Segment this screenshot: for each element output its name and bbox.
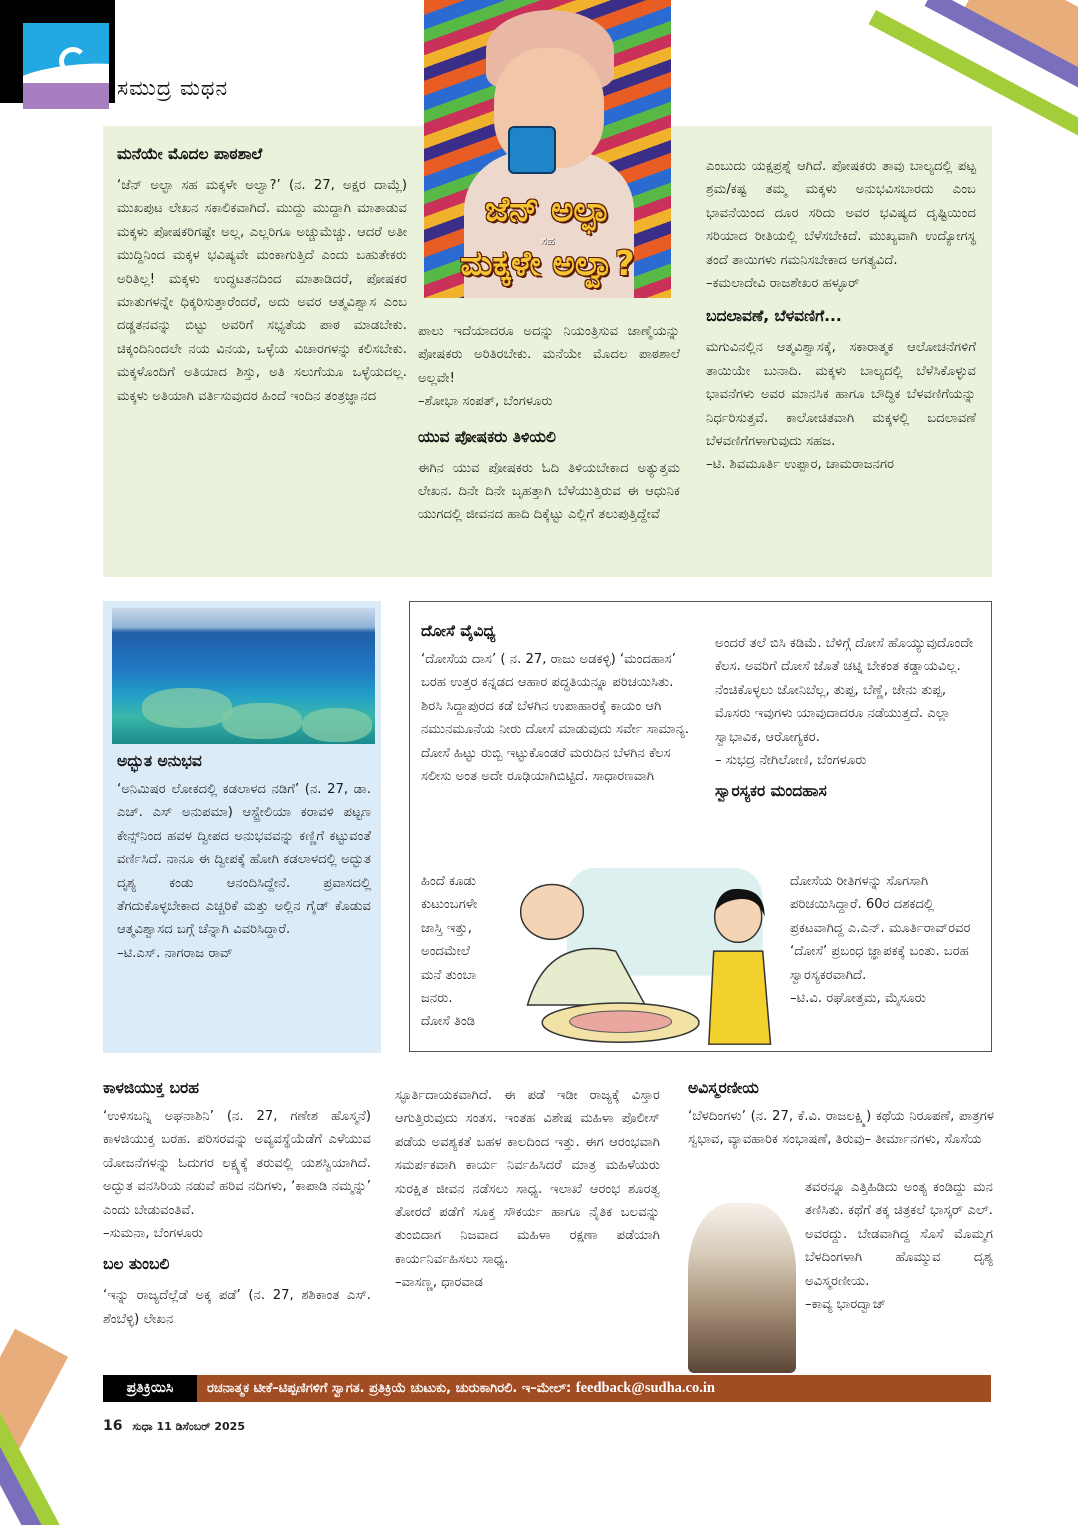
letter-body: ಎಂಬುದು ಯಕ್ಷಪ್ರಶ್ನೆ ಆಗಿದೆ. ಪೋಷಕರು ತಾವು ಬಾಲ್ಯದಲ್ಲಿ ಪಟ್ಟ ಶ್ರಮ/ಕಷ್ಟ ತಮ್ಮ ಮಕ್ಕಳು ಅನುಭವಿಸಬಾರದು ಎಂಬ ಭಾವನೆಯಿಂದ ದೂರ ಸರಿದು ಅವರ ಭವಿಷ್ಯದ ದೃಷ್ಟಿಯಿಂದ ಸರಿಯಾದ ರೀತಿಯಲ್ಲಿ ಬೆಳೆಸಬೇಕಿದೆ. ಮುಖ್ಯವಾಗಿ ಉದ್ಯೋಗಸ್ಥ ತಂದೆ ತಾಯಿಗಳು ಗಮನಿಸಬೇಕಾದ ಅಗತ್ಯವಿದೆ. bbox=[706, 159, 976, 268]
letter-body: ಅಂದರೆ ತಲೆ ಬಿಸಿ ಕಡಿಮೆ. ಬೆಳಿಗ್ಗೆ ದೋಸೆ ಹೊಯ್ಯುವುದೊಂದೇ ಕೆಲಸ. ಅವರಿಗೆ ದೋಸೆ ಜೊತೆ ಚಟ್ನಿ ಬೇಕಂತ ಕಡ್ಡಾಯವಿಲ್ಲ. ನೆಂಚಿಕೊಳ್ಳಲು ಜೋನಿಬೆಲ್ಲ, ತುಪ್ಪ, ಬೆಣ್ಣೆ, ಜೇನು ತುಪ್ಪ, ಮೊಸರು ಇವುಗಳು ಯಾವುದಾದರೂ ನಡೆಯುತ್ತದೆ. ಎಲ್ಲಾ ಸ್ವಾಭಾವಿಕ, ಆರೋಗ್ಯಕರ. bbox=[715, 636, 974, 745]
feedback-label: ಪ್ರತಿಕ್ರಿಯಿಸಿ bbox=[103, 1375, 197, 1402]
letter-young-parents-cont bbox=[706, 155, 976, 477]
reef-shape bbox=[302, 708, 372, 742]
feedback-bar bbox=[103, 1375, 991, 1402]
cover-title-line1: ಜೆನ್ ಅಲ್ಫಾ bbox=[484, 190, 611, 230]
cover-image bbox=[424, 0, 671, 298]
narrow-line: ಕುಟುಂಬಗಳೇ bbox=[421, 897, 478, 913]
letter-heading: ಅದ್ಭುತ ಅನುಭವ bbox=[117, 752, 202, 770]
letter-signature: – ಸುಭದ್ರ ನೇಗಿಲೋಣಿ, ಬೆಂಗಳೂರು bbox=[715, 753, 867, 769]
narrow-line: ಮನೆ ತುಂಬಾ bbox=[421, 967, 477, 983]
letter-heading: ಅವಿಸ್ಮರಣೀಯ bbox=[688, 1079, 759, 1097]
letter-home-school-cont bbox=[418, 320, 680, 527]
woman-saree bbox=[709, 951, 771, 1044]
letter-signature: –ಟಿ.ಎಸ್. ನಾಗರಾಜ ರಾವ್ bbox=[117, 945, 233, 961]
letter-heading: ಮನೆಯೇ ಮೊದಲ ಪಾಠಶಾಲೆ bbox=[117, 145, 263, 163]
feedback-email-link[interactable]: feedback@sudha.co.in bbox=[575, 1380, 715, 1396]
narrow-line: ಅಂದಮೇಲೆ bbox=[421, 944, 470, 960]
coral-reef-photo bbox=[112, 608, 375, 744]
narrow-line: ಹಿಂದೆ ಕೂಡು bbox=[421, 874, 477, 889]
letter-body: ಈಗಿನ ಯುವ ಪೋಷಕರು ಓದಿ ತಿಳಿಯಬೇಕಾದ ಅತ್ಯುತ್ತಮ ಲೇಖನ. ದಿನೇ ದಿನೇ ಬೃಹತ್ತಾಗಿ ಬೆಳೆಯುತ್ತಿರುವ ಈ ಆಧುನಿಕ ಯುಗದಲ್ಲಿ ಜೀವನದ ಹಾದಿ ದಿಕ್ಕೆಟ್ಟು ಎಲ್ಲಿಗೆ ತಲುಪುತ್ತಿದ್ದೇವೆ bbox=[418, 460, 680, 523]
letter-heading: ಯುವ ಪೋಷಕರು ತಿಳಿಯಲಿ bbox=[418, 427, 556, 446]
letter-body: ಸ್ಫೂರ್ತಿದಾಯಕವಾಗಿದೆ. ಈ ಪಡೆ ಇಡೀ ರಾಜ್ಯಕ್ಕೆ ವಿಸ್ತಾರ ಆಗುತ್ತಿರುವುದು ಸಂತಸ. ಇಂತಹ ವಿಶೇಷ ಮಹಿಳಾ ಪೊಲೀಸ್ ಪಡೆಯ ಅವಶ್ಯಕತೆ ಬಹಳ ಕಾಲದಿಂದ ಇತ್ತು. ಈಗ ಆರಂಭವಾಗಿ ಸಮರ್ಪಕವಾಗಿ ಕಾರ್ಯ ನಿರ್ವಹಿಸಿದರೆ ಮಾತ್ರ ಮಹಿಳೆಯರು ಸುರಕ್ಷಿತ ಜೀವನ ನಡೆಸಲು ಸಾಧ್ಯ. ಇಲಾಖೆ ಆರಂಭ ಶೂರತ್ವ ತೋರದೆ ಪಡೆಗೆ ಸೂಕ್ತ ಸೌಕರ್ಯ ಹಾಗೂ ನೈತಿಕ ಬಲವನ್ನು ತುಂಬಿದಾಗ ನಿಜವಾದ ಮಹಿಳಾ ರಕ್ಷಣಾ ಪಡೆಯಾಗಿ ಕಾರ್ಯನಿರ್ವಹಿಸಲು ಸಾಧ್ಯ. bbox=[395, 1088, 660, 1267]
splash-icon bbox=[59, 47, 87, 75]
letter-dose-variety-cont bbox=[715, 632, 983, 808]
publication-date: ಸುಧಾ 11 ಡಿಸೆಂಬರ್ 2025 bbox=[132, 1420, 245, 1433]
letter-body: ‘ಅನಿಮಿಷರ ಲೋಕದಲ್ಲಿ ಕಡಲಾಳದ ನಡಿಗೆ’ (ನ. 27, ಡಾ. ಎಚ್. ಎಸ್ ಅನುಪಮಾ) ಆಸ್ಟ್ರೇಲಿಯಾ ಕರಾವಳಿ ಪಟ್ಟಣ ಕೇನ್ಸ್‌ನಿಂದ ಹವಳ ದ್ವೀಪದ ಅನುಭವವನ್ನು ಕಣ್ಣಿಗೆ ಕಟ್ಟುವಂತೆ ವರ್ಣಿಸಿದೆ. ನಾನೂ ಈ ದ್ವೀಪಕ್ಕೆ ಹೋಗಿ ಕಡಲಾಳದಲ್ಲಿ ಅದ್ಭುತ ದೃಶ್ಯ ಕಂಡು ಆನಂದಿಸಿದ್ದೇನೆ. ಪ್ರವಾಸದಲ್ಲಿ ತೆಗದುಕೊಳ್ಳಬೇಕಾದ ಎಚ್ಚರಿಕೆ ಮತ್ತು ಅಲ್ಲಿನ ಗೈಡ್ ಕೊಡುವ ಆತ್ಮವಿಶ್ವಾಸದ ಬಗ್ಗೆ ಚೆನ್ನಾಗಿ ವಿವರಿಸಿದ್ದಾರೆ. bbox=[117, 782, 371, 938]
letter-dose-narrow bbox=[421, 870, 511, 1034]
reef-shape bbox=[222, 703, 302, 739]
reef-shape bbox=[142, 688, 232, 728]
letter-amazing-experience bbox=[117, 750, 371, 965]
letter-heading: ಕಾಳಜಿಯುಕ್ತ ಬರಹ bbox=[103, 1079, 199, 1097]
grandmother-silhouette-illustration bbox=[688, 1203, 796, 1373]
letter-interesting-smile bbox=[790, 870, 982, 1010]
letter-body: ‘ಉಳಿಸಬನ್ನಿ ಅಘನಾಶಿನಿ’ (ನ. 27, ಗಣೇಶ ಹೊಸ್ಮನೆ) ಕಾಳಜಿಯುಕ್ತ ಬರಹ. ಪರಿಸರವನ್ನು ಅವ್ಯವಸ್ಥೆಯೆಡೆಗೆ ಎಳೆಯುವ ಯೋಜನೆಗಳನ್ನು ಓದುಗರ ಲಕ್ಷ್ಯಕ್ಕೆ ತರುವಲ್ಲಿ ಯಶಸ್ವಿಯಾಗಿದೆ. ಅದ್ಭುತ ವನಸಿರಿಯ ನಡುವೆ ಹರಿವ ನದಿಗಳು, ‘ಕಾಪಾಡಿ ನಮ್ಮನ್ನು’ ಎಂದು ಬೇಡುವಂತಿವೆ. bbox=[103, 1109, 371, 1218]
letter-body: ದೋಸೆಯ ರೀತಿಗಳನ್ನು ಸೊಗಸಾಗಿ ಪರಿಚಯಿಸಿದ್ದಾರೆ. 60ರ ದಶಕದಲ್ಲಿ ಪ್ರಕಟವಾಗಿದ್ದ ಎ.ಎನ್. ಮೂರ್ತಿರಾವ್‌ರವರ ‘ದೋಸೆ’ ಪ್ರಬಂಧ ಜ್ಞಾಪಕಕ್ಕೆ ಬಂತು. ಬರಹ ಸ್ವಾರಸ್ಯಕರವಾಗಿದೆ. bbox=[790, 874, 971, 983]
page-folio bbox=[103, 1418, 245, 1434]
section-title: ಸಮುದ್ರ ಮಥನ bbox=[117, 76, 229, 100]
narrow-line: ದೋಸೆ ತಿಂಡಿ bbox=[421, 1014, 476, 1030]
letter-signature: –ಕಮಲಾದೇವಿ ರಾಜಶೇಖರ ಹಳ್ಳೂರ್ bbox=[706, 276, 860, 292]
narrow-line: ಜನರು. bbox=[421, 991, 453, 1007]
cover-title-line2: ಮಕ್ಕಳೇ ಅಲ್ವಾ? bbox=[460, 244, 635, 284]
feedback-text bbox=[207, 1375, 715, 1402]
letter-body: ‘ಜೆನ್ ಅಲ್ಫಾ ಸಹ ಮಕ್ಕಳೇ ಅಲ್ವಾ?’ (ನ. 27, ಅಕ್ಷರ ದಾಮ್ಲೆ) ಮುಖಪುಟ ಲೇಖನ ಸಕಾಲಿಕವಾಗಿದೆ. ಮುದ್ದು ಮುದ್ದಾಗಿ ಮಾತಾಡುವ ಮಕ್ಕಳು ಪೋಷಕರಿಗಷ್ಟೇ ಅಲ್ಲ, ಎಲ್ಲರಿಗೂ ಅಚ್ಚುಮೆಚ್ಚು. ಆದರೆ ಅತೀ ಮುದ್ದಿನಿಂದ ಮಕ್ಕಳ ಭವಿಷ್ಯವೇ ಮಂಕಾಗುತ್ತಿದೆ ಎಂದು ಬಹುತೇಕರು ಅರಿತಿಲ್ಲ! ಮಕ್ಕಳು ಉದ್ಧಟತನದಿಂದ ಮಾತಾಡಿದರೆ, ಪೋಷಕರ ಮಾತುಗಳನ್ನೇ ಧಿಕ್ಕರಿಸುತ್ತಾರೆಂದರೆ, ಅದು ಅವರ ಆತ್ಮವಿಶ್ವಾಸ ಎಂಬ ದಡ್ಡತನವನ್ನು ಬಿಟ್ಟು ಅವರಿಗೆ ಸಭ್ಯತೆಯ ಪಾಠ ಮಾಡಬೇಕು. ಚಿಕ್ಕಂದಿನಿಂದಲೇ ನಯ ವಿನಯ, ಒಳ್ಳೆಯ ವಿಚಾರಗಳನ್ನು ಕಲಿಸಬೇಕು. ಮಕ್ಕಳೊಂದಿಗೆ ಅತಿಯಾದ ಶಿಸ್ತು, ಅತಿ ಸಲುಗೆಯೂ ಒಳ್ಳೆಯದಲ್ಲ. ಮಕ್ಕಳು ಅತಿಯಾಗಿ ವರ್ತಿಸುವುದರ ಹಿಂದೆ ಇಂದಿನ ತಂತ್ರಜ್ಞಾನದ bbox=[117, 178, 407, 404]
letter-signature: –ಟಿ. ಶಿವಮೂರ್ತಿ ಉಪ್ಪಾರ, ಚಾಮರಾಜನಗರ bbox=[706, 457, 895, 473]
letter-heading: ಬಲ ತುಂಬಲಿ bbox=[103, 1255, 170, 1274]
letter-signature: –ಸುಮನಾ, ಬೆಂಗಳೂರು bbox=[103, 1226, 203, 1242]
letter-strength-cont bbox=[395, 1084, 660, 1295]
letter-signature: –ವಾಸಣ್ಣ, ಧಾರವಾಡ bbox=[395, 1275, 483, 1291]
letter-body: ‘ದೋಸೆಯ ದಾಸ’ ( ನ. 27, ರಾಜು ಅಡಕಳ್ಳಿ) ‘ಮಂದಹಾಸ’ ಬರಹ ಉತ್ತರ ಕನ್ನಡದ ಆಹಾರ ಪದ್ಧತಿಯನ್ನೂ ಪರಿಚಯಿಸಿತು. ಶಿರಸಿ ಸಿದ್ದಾಪುರದ ಕಡೆ ಬೆಳಗಿನ ಉಪಾಹಾರಕ್ಕೆ ಕಾಯಂ ಆಗಿ ನಮುನಮೂನೆಯ ನೀರು ದೋಸೆ ಮಾಡುವುದು ಸರ್ವೇ ಸಾಮಾನ್ಯ. ದೋಸೆ ಹಿಟ್ಟು ರುಬ್ಬಿ ಇಟ್ಟುಕೊಂಡರೆ ಮರುದಿನ ಬೆಳಗಿನ ಕೆಲಸ ಸಲೀಸು ಅಂತ ಅದೇ ರೂಢಿಯಾಗಿಬಿಟ್ಟಿದೆ. ಸಾಧಾರಣವಾಗಿ bbox=[421, 652, 690, 785]
letter-heading: ಸ್ವಾರಸ್ಯಕರ ಮಂದಹಾಸ bbox=[715, 782, 827, 801]
dosa-cartoon-illustration bbox=[505, 858, 795, 1054]
letter-heading: ದೋಸೆ ವೈವಿಧ್ಯ bbox=[421, 622, 496, 640]
letter-home-school bbox=[117, 143, 407, 408]
letter-dose-variety bbox=[421, 620, 693, 788]
letter-body: ಪಾಲು ಇದೆಯಾದರೂ ಅದನ್ನು ನಿಯಂತ್ರಿಸುವ ಜಾಣ್ಮೆಯನ್ನು ಪೋಷಕರು ಅರಿತಿರಬೇಕು. ಮನೆಯೇ ಮೊದಲ ಪಾಠಶಾಲೆ ಅಲ್ಲವೇ! bbox=[418, 324, 680, 386]
letter-heading: ಬದಲಾವಣೆ, ಬೆಳವಣಿಗೆ... bbox=[706, 307, 842, 326]
letter-body: ಮಗುವಿನಲ್ಲಿನ ಆತ್ಮವಿಶ್ವಾಸಕ್ಕೆ, ಸಕಾರಾತ್ಮಕ ಆಲೋಚನೆಗಳಿಗೆ ತಾಯಿಯೇ ಬುನಾದಿ. ಮಕ್ಕಳು ಬಾಲ್ಯದಲ್ಲಿ ಬೆಳೆಸಿಕೊಳ್ಳುವ ಭಾವನೆಗಳು ಅವರ ಮಾನಸಿಕ ಹಾಗೂ ಬೌದ್ಧಿಕ ಬೆಳವಣಿಗೆಯನ್ನು ನಿರ್ಧರಿಸುತ್ತವೆ. ಕಾಲೋಚಿತವಾಗಿ ಮಕ್ಕಳಲ್ಲಿ ಬದಲಾವಣೆ ಬೆಳವಣಿಗೆಗಳಾಗುವುದು ಸಹಜ. bbox=[706, 340, 976, 450]
letter-body: ತವರನ್ನೂ ಎತ್ತಿಹಿಡಿದು ಅಂತ್ಯ ಕಂಡಿದ್ದು ಮನ ತಣಿಸಿತು. ಕಥೆಗೆ ತಕ್ಕ ಚಿತ್ರಕಲೆ ಭಾಸ್ಕರ್ ಎಲ್. ಅವರದ್ದು. ಬೇಡವಾಗಿದ್ದ ಸೊಸೆ ಮೊಮ್ಮಗ ಬೆಳದಿಂಗಳಾಗಿ ಹೊಮ್ಮುವ ದೃಶ್ಯ ಅವಿಸ್ಮರಣೀಯ. bbox=[805, 1180, 993, 1289]
feedback-message: ರಚನಾತ್ಮಕ ಟೀಕೆ–ಟಿಪ್ಪಣಿಗಳಿಗೆ ಸ್ವಾಗತ. ಪ್ರತಿಕ್ರಿಯೆ ಚುಟುಕು, ಚುರುಕಾಗಿರಲಿ. ಇ–ಮೇಲ್: bbox=[207, 1381, 572, 1396]
narrow-line: ಜಾಸ್ತಿ ಇತ್ತು, bbox=[421, 920, 472, 936]
logo-base bbox=[23, 83, 109, 109]
letter-unforgettable-cont bbox=[805, 1176, 993, 1316]
cover-title-sub: ಸಹ bbox=[540, 234, 555, 247]
phone-icon bbox=[508, 126, 556, 174]
letter-unforgettable bbox=[688, 1077, 994, 1152]
letter-timely-writing bbox=[103, 1077, 371, 1331]
section-logo bbox=[23, 23, 109, 109]
dosa bbox=[570, 1011, 672, 1033]
letter-signature: –ಟಿ.ವಿ. ರಘೋತ್ತಮ, ಮೈಸೂರು bbox=[790, 991, 926, 1007]
letter-body: ‘ಬೆಳದಿಂಗಳು’ (ನ. 27, ಕೆ.ವಿ. ರಾಜಲಕ್ಷ್ಮಿ) ಕಥೆಯ ನಿರೂಪಣೆ, ಪಾತ್ರಗಳ ಸ್ವಭಾವ, ವ್ಯಾವಹಾರಿಕ ಸಂಭಾಷಣೆ, ತಿರುವು– ತೀರ್ಮಾನಗಳು, ಸೊಸೆಯ bbox=[688, 1109, 994, 1148]
letter-body: ‘ಇನ್ನು ರಾಜ್ಯದೆಲ್ಲೆಡೆ ಅಕ್ಕ ಪಡೆ’ (ನ. 27, ಶಶಿಕಾಂತ ಎಸ್. ಶೆಂಬೆಳ್ಳಿ) ಲೇಖನ bbox=[103, 1288, 371, 1327]
letter-signature: –ಶೋಭಾ ಸಂಪತ್, ಬೆಂಗಳೂರು bbox=[418, 394, 553, 410]
old-man-head bbox=[521, 884, 584, 939]
page-number: 16 bbox=[103, 1418, 123, 1434]
letter-signature: –ಕಾವ್ಯ ಭಾರದ್ವಾಜ್ bbox=[805, 1297, 886, 1313]
